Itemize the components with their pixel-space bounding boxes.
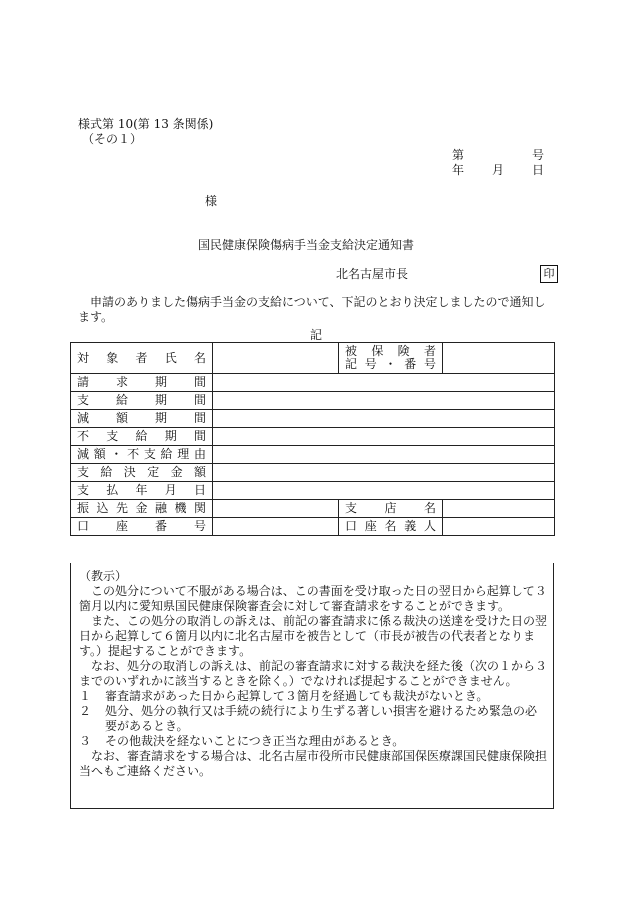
- number-suffix: 号: [532, 148, 545, 162]
- form-number-label: 様式第 10(第 13 条関係): [78, 117, 214, 131]
- notes-paragraph-4: なお、審査請求をする場合は、北名古屋市役所市民健康部国保医療課国民健康保険担当へもご連絡ください。: [79, 749, 548, 778]
- insured-line1: 被保険者: [345, 344, 436, 358]
- notes-heading: （教示）: [79, 569, 128, 583]
- value-subject-name: [213, 343, 339, 374]
- value-decided-amount: [213, 464, 555, 482]
- notes-paragraph-3: なお、処分の取消しの訴えは、前記の審査請求に対する裁決を経た後（次の１から３までのいずれかに該当するときを除く。）でなければ提起することができません。: [79, 659, 548, 688]
- value-account-number: [213, 518, 339, 536]
- date-day: 日: [532, 163, 545, 177]
- table-row: [71, 446, 555, 464]
- issuer-name: 北名古屋市長: [336, 267, 409, 281]
- label-branch: 支店名: [339, 500, 443, 518]
- value-account-holder: [443, 518, 555, 536]
- label-payment-date: 支払年月日: [71, 482, 213, 500]
- decision-table: [70, 342, 555, 536]
- value-nonpayment-period: [213, 428, 555, 446]
- intro-paragraph: 申請のありました傷病手当金の支給について、下記のとおり決定しましたので通知します。: [78, 295, 546, 324]
- table-row: [71, 343, 555, 374]
- label-subject-name: 対象者氏名: [71, 343, 213, 374]
- ki-heading: 記: [310, 328, 323, 342]
- table-row: [71, 374, 555, 392]
- value-reduction-reason: [213, 446, 555, 464]
- label-payment-period: 支給期間: [71, 392, 213, 410]
- value-payment-period: [213, 392, 555, 410]
- label-account-number: 口座番号: [71, 518, 213, 536]
- instruction-notes: [70, 563, 554, 809]
- label-reduction-reason: 減額・不支給理由: [71, 446, 213, 464]
- table-row: [71, 410, 555, 428]
- value-payment-date: [213, 482, 555, 500]
- date-year: 年: [452, 163, 465, 177]
- insured-line2: 記号・番号: [345, 357, 436, 371]
- value-bank: [213, 500, 339, 518]
- label-insured-number: [339, 343, 443, 374]
- table-row: [71, 428, 555, 446]
- value-branch: [443, 500, 555, 518]
- label-bank: 振込先金融機関: [71, 500, 213, 518]
- value-claim-period: [213, 374, 555, 392]
- date-month: 月: [492, 163, 505, 177]
- notes-item-1: １ 審査請求があった日から起算して３箇月を経過しても裁決がないとき。: [79, 689, 489, 703]
- notes-paragraph-1: この処分について不服がある場合は、この書面を受け取った日の翌日から起算して３箇月以内に愛知県国民健康保険審査会に対して審査請求をすることができます。: [79, 584, 547, 613]
- addressee-suffix: 様: [205, 194, 218, 208]
- table-row: [71, 482, 555, 500]
- notes-item-3: ３ その他裁決を経ないことにつき正当な理由があるとき。: [79, 734, 405, 748]
- table-row: [71, 464, 555, 482]
- form-sub-label: （その１）: [82, 132, 143, 146]
- table-row: [71, 500, 555, 518]
- label-nonpayment-period: 不支給期間: [71, 428, 213, 446]
- number-prefix: 第: [452, 148, 465, 162]
- label-account-holder: 口座名義人: [339, 518, 443, 536]
- value-reduction-period: [213, 410, 555, 428]
- label-decided-amount: 支給決定金額: [71, 464, 213, 482]
- table-row: [71, 392, 555, 410]
- label-reduction-period: 減額期間: [71, 410, 213, 428]
- value-insured-number: [443, 343, 555, 374]
- document-title: 国民健康保険傷病手当金支給決定通知書: [198, 238, 415, 252]
- seal-mark: 印: [540, 265, 558, 283]
- notes-item-2: ２ 処分、処分の執行又は手続の続行により生ずる著しい損害を避けるため緊急の必要があるとき。: [79, 704, 538, 733]
- table-row: [71, 518, 555, 536]
- notes-paragraph-2: また、この処分の取消しの訴えは、前記の審査請求に係る裁決の送達を受けた日の翌日から起算して６箇月以内に北名古屋市を被告として（市長が被告の代表者となります。）提起することができます。: [79, 614, 548, 658]
- label-claim-period: 請求期間: [71, 374, 213, 392]
